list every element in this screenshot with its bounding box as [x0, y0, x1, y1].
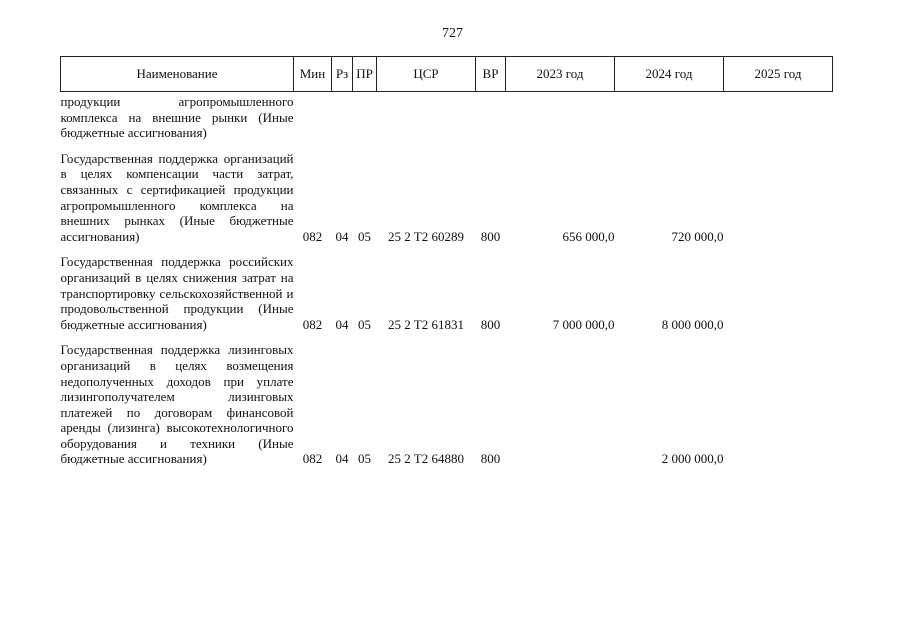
- header-2025: 2025 год: [724, 57, 833, 92]
- row-2023: 656 000,0: [562, 228, 615, 244]
- budget-table: [60, 56, 833, 467]
- row-2025: [724, 332, 833, 467]
- row-vr: 800: [480, 316, 501, 332]
- table-row: [61, 141, 833, 245]
- row-vr: 800: [480, 451, 501, 467]
- row-min: 082: [302, 451, 323, 467]
- row-2024: 2 000 000,0: [661, 451, 724, 467]
- row-rz: [332, 92, 353, 141]
- row-min: 082: [302, 316, 323, 332]
- row-2024: 720 000,0: [671, 228, 724, 244]
- row-rz: 04: [335, 228, 349, 244]
- table-row: [61, 244, 833, 332]
- header-vr: ВР: [476, 57, 506, 92]
- header-pr: ПР: [353, 57, 377, 92]
- row-csr: 25 2 T2 60289: [388, 228, 464, 244]
- row-2025: [724, 244, 833, 332]
- row-2025: [724, 92, 833, 141]
- table-row: [61, 92, 833, 141]
- row-min: [294, 92, 332, 141]
- row-2025: [724, 141, 833, 245]
- row-pr: 05: [358, 228, 371, 244]
- row-min: 082: [302, 228, 323, 244]
- row-csr: 25 2 T2 61831: [388, 316, 464, 332]
- header-csr: ЦСР: [377, 57, 476, 92]
- row-vr: [476, 92, 506, 141]
- header-name: Наименование: [61, 57, 294, 92]
- row-rz: 04: [335, 316, 349, 332]
- header-min: Мин: [294, 57, 332, 92]
- row-vr: 800: [480, 228, 501, 244]
- header-2024: 2024 год: [615, 57, 724, 92]
- page-number: 727: [442, 26, 463, 41]
- header-2023: 2023 год: [506, 57, 615, 92]
- row-pr: [353, 92, 377, 141]
- header-row: [61, 57, 833, 92]
- row-2023: [506, 92, 615, 141]
- header-rz: Рз: [332, 57, 353, 92]
- row-pr: 05: [358, 316, 371, 332]
- row-name: Государственная поддержка организаций в целях компенсации части затрат, связанных с сертификацией продукции агропромышленного комплекса на внешних рынках (Иные бюджетные ассигнования): [60, 150, 294, 244]
- row-csr: 25 2 T2 64880: [388, 451, 464, 467]
- row-2023: [506, 332, 615, 467]
- row-2024: [615, 92, 724, 141]
- table-row: [61, 332, 833, 467]
- row-pr: 05: [358, 451, 371, 467]
- row-2023: 7 000 000,0: [552, 316, 615, 332]
- row-name: Государственная поддержка российских организаций в целях снижения затрат на транспортировку сельскохозяйственной и продовольственной продукции (Иные бюджетные ассигнования): [60, 254, 294, 332]
- row-csr: [377, 92, 476, 141]
- row-rz: 04: [335, 451, 349, 467]
- row-name: продукции агропромышленного комплекса на внешние рынки (Иные бюджетные ассигнования): [60, 94, 294, 141]
- row-name: Государственная поддержка лизинговых организаций в целях возмещения недополученных доходов при уплате лизингополучателем лизинговых платежей по договорам финансовой аренды (лизинга) высокотехнологичного оборудования и техники (Иные бюджетные ассигнования): [60, 342, 294, 467]
- row-2024: 8 000 000,0: [661, 316, 724, 332]
